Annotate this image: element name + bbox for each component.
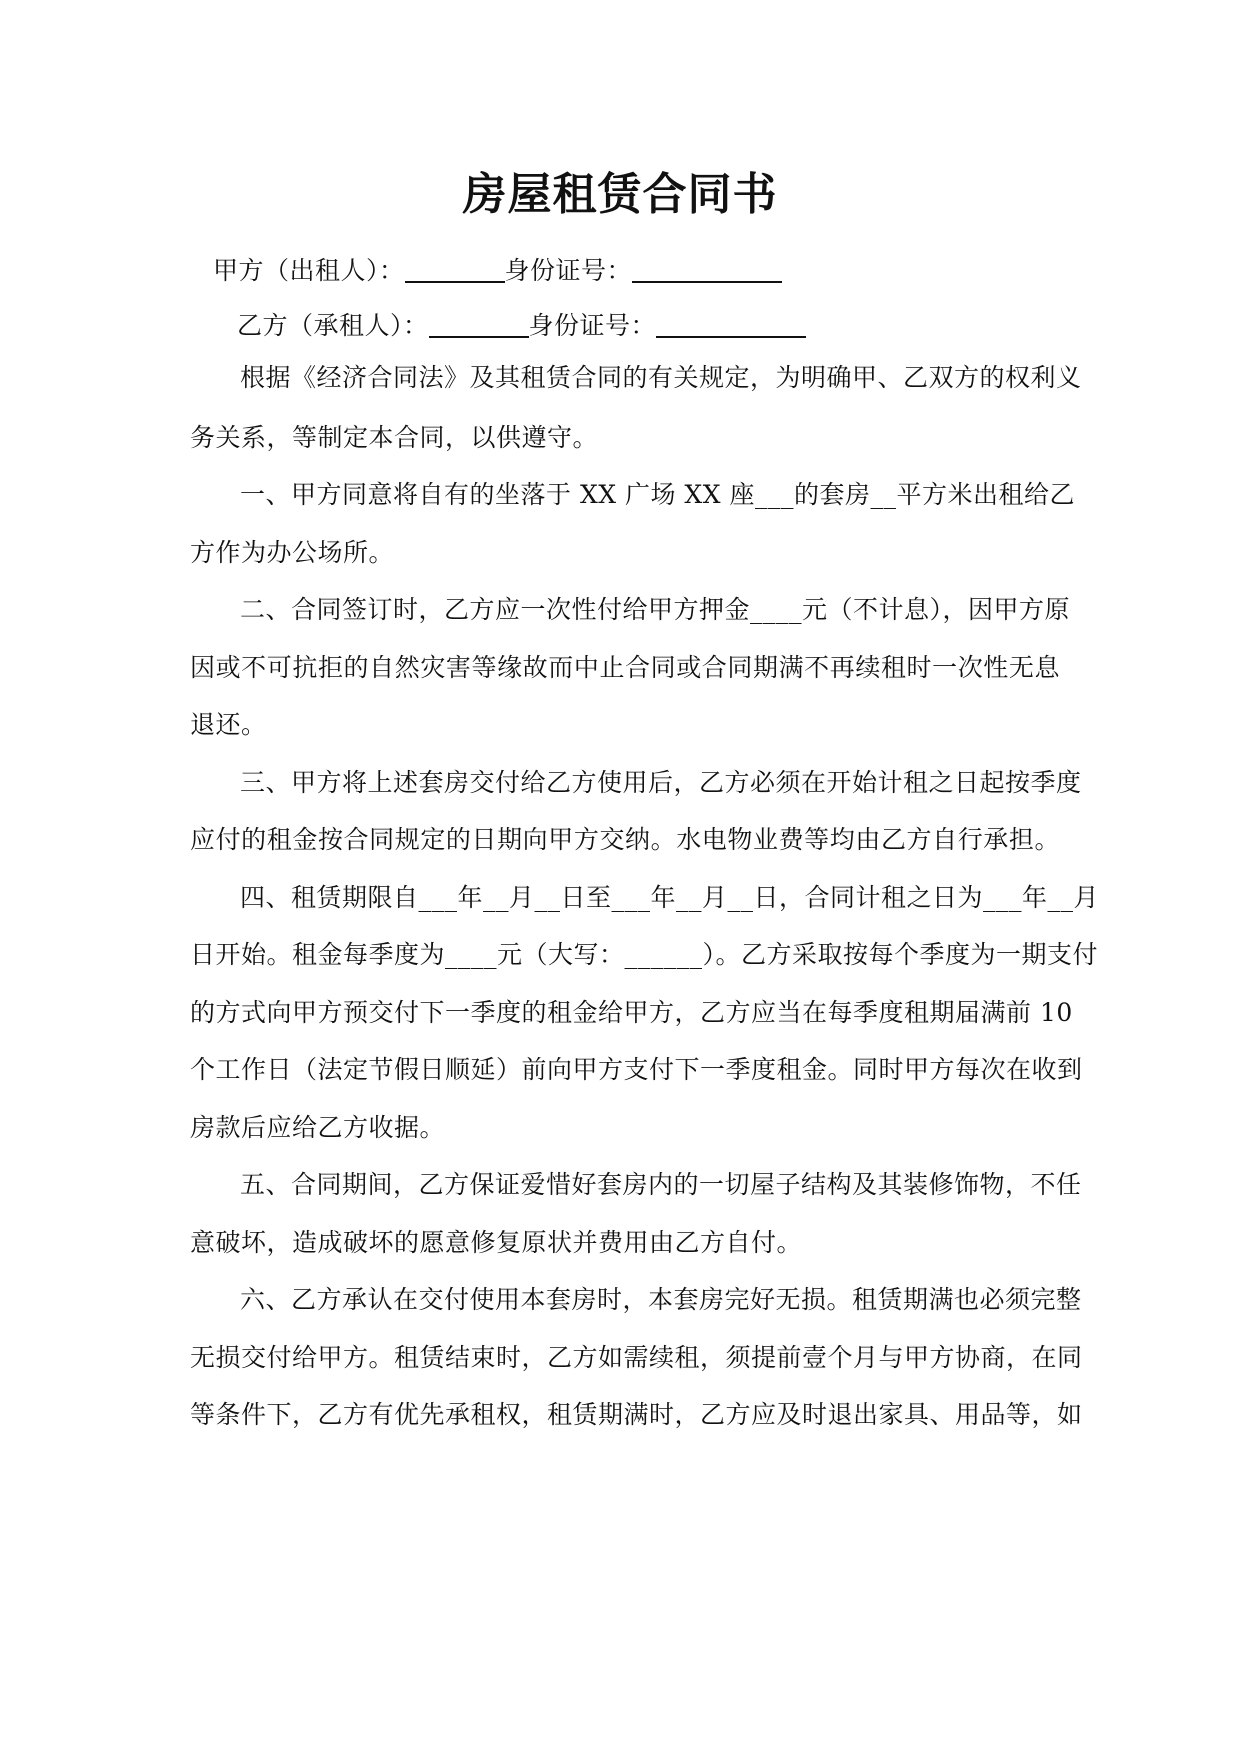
- body-line: 应付的租金按合同规定的日期向甲方交纳。水电物业费等均由乙方自行承担。: [190, 825, 1060, 854]
- party-a-line: [190, 251, 1060, 291]
- party-a-label: 甲方（出租人）：: [213, 256, 405, 285]
- body-line: 日开始。租金每季度为____元（大写：______）。乙方采取按每个季度为一期支付: [190, 940, 1099, 969]
- party-b-name-blank: [429, 308, 529, 338]
- body-line: 六、乙方承认在交付使用本套房时，本套房完好无损。租赁期满也必须完整: [240, 1285, 1082, 1314]
- party-a-id-label: 身份证号：: [504, 256, 633, 285]
- body-line: 务关系，等制定本合同，以供遵守。: [190, 423, 599, 452]
- party-b-id-blank: [656, 308, 806, 338]
- body-line: 五、合同期间，乙方保证爱惜好套房内的一切屋子结构及其装修饰物，不任: [240, 1170, 1082, 1199]
- body-line: 根据《经济合同法》及其租赁合同的有关规定，为明确甲、乙双方的权利义: [240, 363, 1082, 392]
- body-line: 无损交付给甲方。租赁结束时，乙方如需续租，须提前壹个月与甲方协商，在同: [190, 1343, 1083, 1372]
- document-title: 房屋租赁合同书: [462, 169, 778, 220]
- body-line: 四、租赁期限自___年__月__日至___年__月__日，合同计租之日为___年__月: [240, 883, 1100, 912]
- body-line: 的方式向甲方预交付下一季度的租金给甲方，乙方应当在每季度租期届满前 10: [190, 998, 1073, 1027]
- body-line: 方作为办公场所。: [190, 538, 395, 567]
- party-a-id-blank: [632, 253, 782, 283]
- body-line: 一、甲方同意将自有的坐落于 XX 广场 XX 座___的套房__平方米出租给乙: [240, 480, 1075, 509]
- body-line: 个工作日（法定节假日顺延）前向甲方支付下一季度租金。同时甲方每次在收到: [190, 1055, 1083, 1084]
- body-line: 意破坏，造成破坏的愿意修复原状并费用由乙方自付。: [190, 1228, 803, 1257]
- party-b-line: [190, 306, 1060, 346]
- body-line: 三、甲方将上述套房交付给乙方使用后，乙方必须在开始计租之日起按季度: [240, 768, 1082, 797]
- party-b-label: 乙方（承租人）：: [237, 311, 429, 340]
- party-a-name-blank: [405, 253, 505, 283]
- body-line: 二、合同签订时，乙方应一次性付给甲方押金____元（不计息），因甲方原: [240, 595, 1071, 624]
- body-line: 因或不可抗拒的自然灾害等缘故而中止合同或合同期满不再续租时一次性无息: [190, 653, 1060, 682]
- party-b-id-label: 身份证号：: [528, 311, 657, 340]
- body-line: 等条件下，乙方有优先承租权，租赁期满时，乙方应及时退出家具、用品等，如: [190, 1400, 1083, 1429]
- body-line: 房款后应给乙方收据。: [190, 1113, 446, 1142]
- body-line: 退还。: [190, 710, 267, 739]
